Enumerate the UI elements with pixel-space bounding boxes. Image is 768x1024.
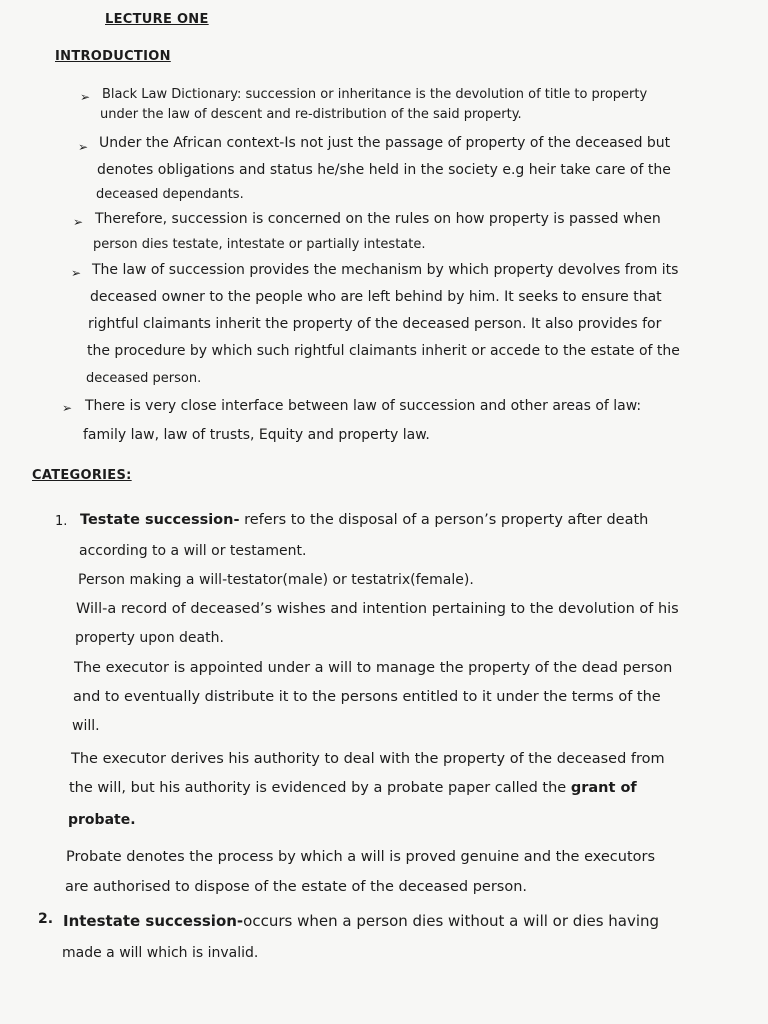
item-line: Person making a will-testator(male) or testatrix(female). (78, 572, 474, 588)
grant-line-text: the will, but his authority is evidenced by a probate paper called the (69, 780, 571, 796)
bullet-arrow-icon: ➢ (78, 140, 89, 154)
item-line: Will-a record of deceased’s wishes and intention pertaining to the devolution of his (76, 601, 679, 617)
intro-bullet-line: Black Law Dictionary: succession or inheritance is the devolution of title to property (102, 87, 648, 102)
item-line: are authorised to dispose of the estate of the deceased person. (65, 879, 528, 895)
intro-bullet-line: denotes obligations and status he/she held in the society e.g heir take care of the (97, 162, 671, 178)
intro-bullet-line: deceased dependants. (96, 187, 244, 202)
categories-heading: CATEGORIES: (32, 468, 132, 483)
probate-term: probate. (68, 812, 136, 828)
bullet-arrow-icon: ➢ (80, 90, 91, 104)
item-first-line (63, 912, 659, 930)
item-term: Intestate succession- (63, 912, 244, 930)
intro-bullet-line: deceased owner to the people who are left behind by him. It seeks to ensure that (90, 289, 662, 305)
item-line: according to a will or testament. (79, 543, 307, 559)
bullet-arrow-icon: ➢ (73, 215, 84, 229)
intro-bullet-line: under the law of descent and re-distribution of the said property. (100, 107, 522, 122)
bullet-arrow-icon: ➢ (71, 266, 82, 280)
item-line: The executor derives his authority to deal with the property of the deceased from (71, 751, 665, 767)
item-first-line (80, 512, 648, 528)
lecture-title: LECTURE ONE (105, 12, 209, 27)
item-term: Testate succession- (80, 512, 240, 528)
bullet-arrow-icon: ➢ (62, 401, 73, 415)
item-line: will. (72, 718, 100, 734)
item-line: made a will which is invalid. (62, 945, 259, 961)
intro-bullet-line: Therefore, succession is concerned on the rules on how property is passed when (95, 211, 661, 227)
item-line: property upon death. (75, 630, 224, 646)
intro-bullet-line: There is very close interface between law of succession and other areas of law: (85, 398, 642, 414)
item-line: and to eventually distribute it to the persons entitled to it under the terms of the (73, 689, 661, 705)
intro-bullet-line: the procedure by which such rightful claimants inherit or accede to the estate of the (87, 343, 680, 359)
intro-bullet-line: person dies testate, intestate or partially intestate. (93, 237, 426, 252)
intro-bullet-line: rightful claimants inherit the property of the deceased person. It also provides for (88, 316, 662, 332)
item-definition: refers to the disposal of a person’s property after death (239, 512, 649, 528)
intro-bullet-line: deceased person. (86, 371, 202, 386)
item-line (69, 780, 637, 796)
intro-bullet-line: The law of succession provides the mechanism by which property devolves from its (92, 262, 679, 278)
intro-bullet-line: family law, law of trusts, Equity and property law. (83, 427, 430, 443)
grant-of-term: grant of (570, 780, 637, 796)
item-line: Probate denotes the process by which a will is proved genuine and the executors (66, 849, 656, 865)
item-line: The executor is appointed under a will to manage the property of the dead person (74, 660, 673, 676)
item-number: 1. (55, 514, 68, 529)
item-definition: occurs when a person dies without a will or dies having (243, 912, 660, 930)
item-number: 2. (38, 911, 54, 927)
introduction-heading: INTRODUCTION (55, 49, 171, 64)
intro-bullet-line: Under the African context-Is not just the passage of property of the deceased but (99, 135, 671, 151)
